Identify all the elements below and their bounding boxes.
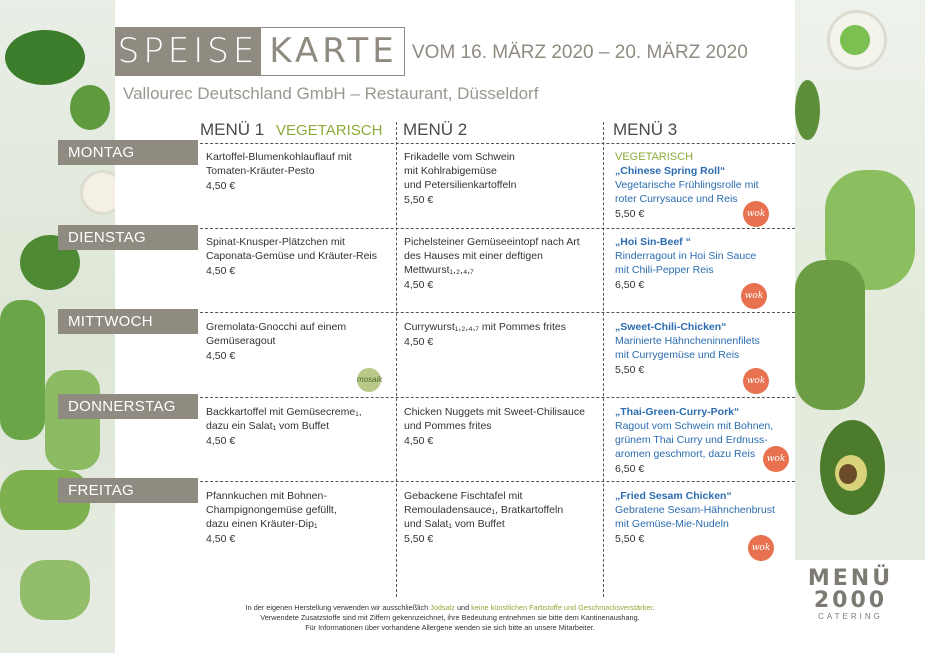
menu1-heading: MENÜ 1 [200, 120, 265, 139]
dish-description: Ragout vom Schwein mit Bohnen, grünem Thai Curry und Erdnuss- aromen geschmort, dazu Reis [615, 420, 774, 460]
dish-price: 4,50 € [206, 265, 236, 277]
dish-mittwoch-menu3 [615, 320, 800, 377]
dish-freitag-menu1 [206, 489, 391, 546]
logo-line-3: CATERING [818, 612, 883, 621]
dish-dienstag-menu3 [615, 235, 800, 292]
avocado-pit-image [839, 464, 857, 484]
bowl-image [80, 170, 115, 215]
dish-price: 4,50 € [404, 435, 434, 447]
footer-highlight: Jodsalz [430, 603, 455, 612]
footer-text: . [652, 603, 655, 612]
wok-badge-icon: wok [741, 283, 767, 309]
dish-price: 4,50 € [206, 350, 236, 362]
vegetarian-tag: VEGETARISCH [615, 151, 694, 163]
day-label-dienstag: DIENSTAG [58, 225, 198, 250]
dish-donnerstag-menu2 [404, 405, 589, 448]
dish-description: Vegetarische Frühlingsrolle mit roter Currysauce und Reis [615, 179, 759, 205]
dish-name: Currywurst₁,₂,₄,₇ mit Pommes frites [404, 321, 566, 333]
mosaik-badge-icon: mosaik [357, 368, 381, 392]
row-divider [175, 312, 795, 313]
herbs-image [0, 300, 45, 440]
dish-price: 5,50 € [404, 194, 434, 206]
footer-line-2: Verwendete Zusatzstoffe sind mit Ziffern gekennzeichnet, ihre Bedeutung entnehmen sie bitte dem Kantinenaushang. [260, 613, 640, 622]
dish-dienstag-menu2 [404, 235, 589, 292]
footer-text: In der eigenen Herstellung verwenden wir ausschließlich [245, 603, 431, 612]
dish-name: Spinat-Knusper-Plätzchen mit Caponata-Gemüse und Kräuter-Reis [206, 236, 378, 262]
restaurant-subtitle: Vallourec Deutschland GmbH – Restaurant, Düsseldorf [123, 84, 539, 103]
footer-highlight: keine künstlichen Farbstoffe und Geschmacksverstärker [471, 603, 653, 612]
peas-image [840, 25, 870, 55]
footer-line-3: Für Informationen über vorhandene Allergene wenden sie sich bitte an unsere Mitarbeiter. [305, 623, 595, 632]
dish-freitag-menu3 [615, 489, 800, 546]
dish-name: Pfannkuchen mit Bohnen- Champignongemüse gefüllt, dazu einen Kräuter-Dip₁ [206, 490, 337, 530]
dish-price: 4,50 € [206, 533, 236, 545]
dish-name: Pichelsteiner Gemüseeintopf nach Art des Hauses mit einer deftigen Mettwurst₁,₂,₄,₇ [404, 236, 580, 276]
row-divider [175, 481, 795, 482]
day-label-mittwoch: MITTWOCH [58, 309, 198, 334]
dish-name: Kartoffel-Blumenkohlauflauf mit Tomaten-Kräuter-Pesto [206, 151, 352, 177]
dish-price: 5,50 € [404, 533, 434, 545]
menu2000-logo [803, 568, 898, 622]
dish-name: Chicken Nuggets mit Sweet-Chilisauce und Pommes frites [404, 406, 585, 432]
dish-donnerstag-menu1 [206, 405, 391, 448]
dish-price: 5,50 € [615, 208, 645, 220]
dish-name: Frikadelle vom Schwein mit Kohlrabigemüse und Petersilienkartoffeln [404, 151, 517, 191]
dish-title: „Hoi Sin-Beef “ [615, 236, 691, 248]
dish-description: Gebratene Sesam-Hähnchenbrust mit Gemüse-Mie-Nudeln [615, 504, 775, 530]
dish-price: 4,50 € [404, 336, 434, 348]
logo-line-2: 2000 [813, 588, 888, 613]
celery-image [795, 260, 865, 410]
dish-montag-menu1 [206, 150, 391, 193]
dish-price: 4,50 € [206, 180, 236, 192]
dish-title: „Fried Sesam Chicken“ [615, 490, 732, 502]
row-divider [175, 143, 795, 144]
dish-montag-menu2 [404, 150, 589, 207]
logo-line-1: MENÜ [807, 566, 894, 591]
dish-name: Gremolata-Gnocchi auf einem Gemüseragout [206, 321, 347, 347]
day-label-donnerstag: DONNERSTAG [58, 394, 198, 419]
green-pepper-image [5, 30, 85, 85]
dish-price: 5,50 € [615, 533, 645, 545]
dish-title: „Sweet-Chili-Chicken“ [615, 321, 727, 333]
menu2-heading: MENÜ 2 [403, 120, 468, 139]
row-divider [175, 228, 795, 229]
column-divider [603, 122, 604, 597]
dish-price: 6,50 € [615, 463, 645, 475]
footer-notes [150, 603, 750, 633]
green-beans-image [20, 560, 90, 620]
column-divider [396, 122, 397, 597]
dish-montag-menu3 [615, 150, 800, 221]
date-range: VOM 16. MÄRZ 2020 – 20. MÄRZ 2020 [412, 42, 748, 63]
leaf-image [795, 80, 820, 140]
dish-description: Marinierte Hähncheninnenfilets mit Currygemüse und Reis [615, 335, 760, 361]
dish-price: 6,50 € [615, 279, 645, 291]
row-divider [175, 397, 795, 398]
dish-dienstag-menu1 [206, 235, 391, 278]
dish-description: Rinderragout in Hoi Sin Sauce mit Chili-Pepper Reis [615, 250, 757, 276]
menu3-heading: MENÜ 3 [613, 120, 678, 139]
footer-text: und [454, 603, 472, 612]
title-karte: KARTE [269, 31, 398, 71]
wok-badge-icon: wok [748, 535, 774, 561]
leaf-image [70, 85, 110, 130]
footer-line-1 [150, 603, 750, 613]
wok-badge-icon: wok [763, 446, 789, 472]
dish-title: „Thai-Green-Curry-Pork“ [615, 406, 740, 418]
menu1-vegetarian-tag: VEGETARISCH [276, 122, 383, 139]
dish-price: 5,50 € [615, 364, 645, 376]
wok-badge-icon: wok [743, 368, 769, 394]
wok-badge-icon: wok [743, 201, 769, 227]
dish-price: 4,50 € [404, 279, 434, 291]
celery-image [45, 370, 100, 470]
title-speise: SPEISE [115, 27, 261, 76]
day-label-montag: MONTAG [58, 140, 198, 165]
dish-mittwoch-menu1 [206, 320, 391, 363]
dish-name: Gebackene Fischtafel mit Remouladensauce₁, Bratkartoffeln und Salat₁ vom Buffet [404, 490, 564, 530]
dish-mittwoch-menu2 [404, 320, 589, 349]
dish-price: 4,50 € [206, 435, 236, 447]
dish-title: „Chinese Spring Roll“ [615, 165, 726, 177]
dish-name: Backkartoffel mit Gemüsecreme₁, dazu ein Salat₁ vom Buffet [206, 406, 362, 432]
dish-freitag-menu2 [404, 489, 589, 546]
vegetable-photo-right [795, 0, 925, 560]
day-label-freitag: FREITAG [58, 478, 198, 503]
